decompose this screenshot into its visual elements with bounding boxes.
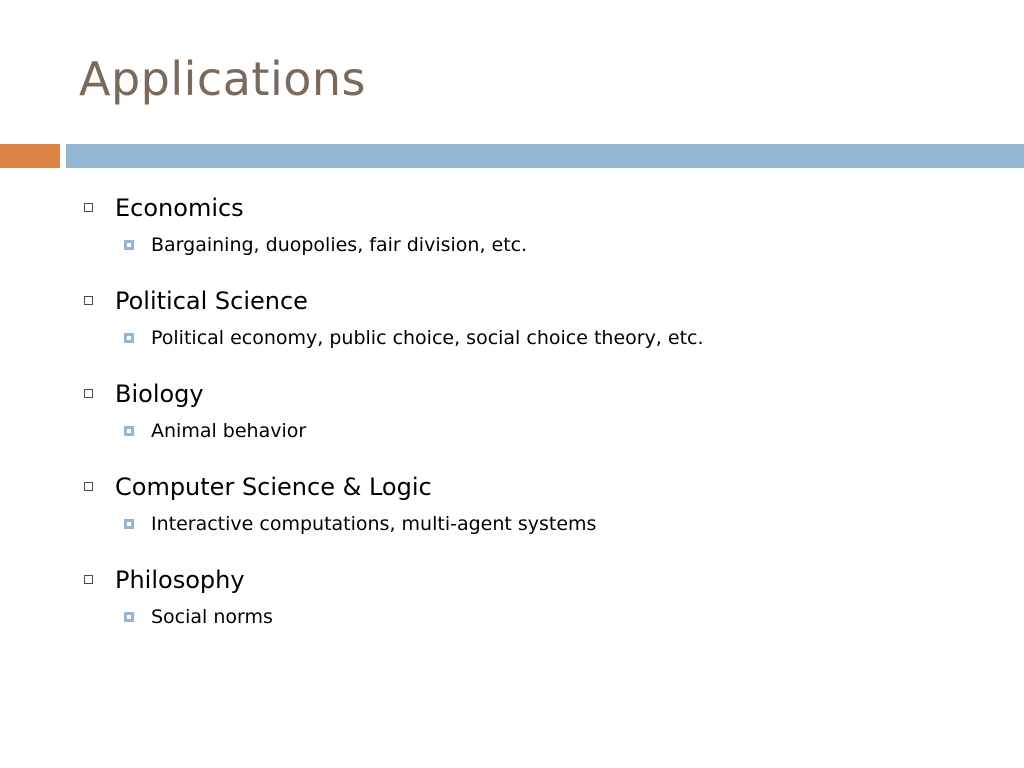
hollow-square-bullet-icon	[84, 482, 93, 491]
accent-bar-orange	[0, 144, 60, 168]
filled-square-bullet-icon	[124, 426, 134, 436]
level1-label: Philosophy	[115, 566, 245, 594]
level1-label: Economics	[115, 194, 244, 222]
level2-label: Animal behavior	[151, 420, 307, 442]
filled-square-bullet-icon	[124, 240, 134, 250]
level2-row	[80, 226, 1000, 283]
level1-row	[80, 469, 1000, 505]
bullet-list	[80, 190, 1000, 655]
level1-label: Political Science	[115, 287, 308, 315]
level1-row	[80, 190, 1000, 226]
level2-row	[80, 598, 1000, 655]
level2-row	[80, 412, 1000, 469]
level2-label: Interactive computations, multi-agent systems	[151, 513, 597, 535]
hollow-square-bullet-icon	[84, 575, 93, 584]
level2-row	[80, 319, 1000, 376]
bullet-item-economics	[80, 190, 1000, 283]
bullet-item-computer-science	[80, 469, 1000, 562]
bullet-item-philosophy	[80, 562, 1000, 655]
accent-bar-blue	[66, 144, 1024, 168]
slide-title: Applications	[79, 52, 366, 106]
level1-row	[80, 562, 1000, 598]
bullet-item-biology	[80, 376, 1000, 469]
filled-square-bullet-icon	[124, 612, 134, 622]
hollow-square-bullet-icon	[84, 389, 93, 398]
filled-square-bullet-icon	[124, 333, 134, 343]
hollow-square-bullet-icon	[84, 203, 93, 212]
level2-row	[80, 505, 1000, 562]
level1-label: Biology	[115, 380, 204, 408]
level1-row	[80, 376, 1000, 412]
level1-label: Computer Science & Logic	[115, 473, 432, 501]
level1-row	[80, 283, 1000, 319]
level2-label: Bargaining, duopolies, fair division, etc.	[151, 234, 528, 256]
hollow-square-bullet-icon	[84, 296, 93, 305]
bullet-item-political-science	[80, 283, 1000, 376]
level2-label: Social norms	[151, 606, 273, 628]
level2-label: Political economy, public choice, social choice theory, etc.	[151, 327, 704, 349]
filled-square-bullet-icon	[124, 519, 134, 529]
